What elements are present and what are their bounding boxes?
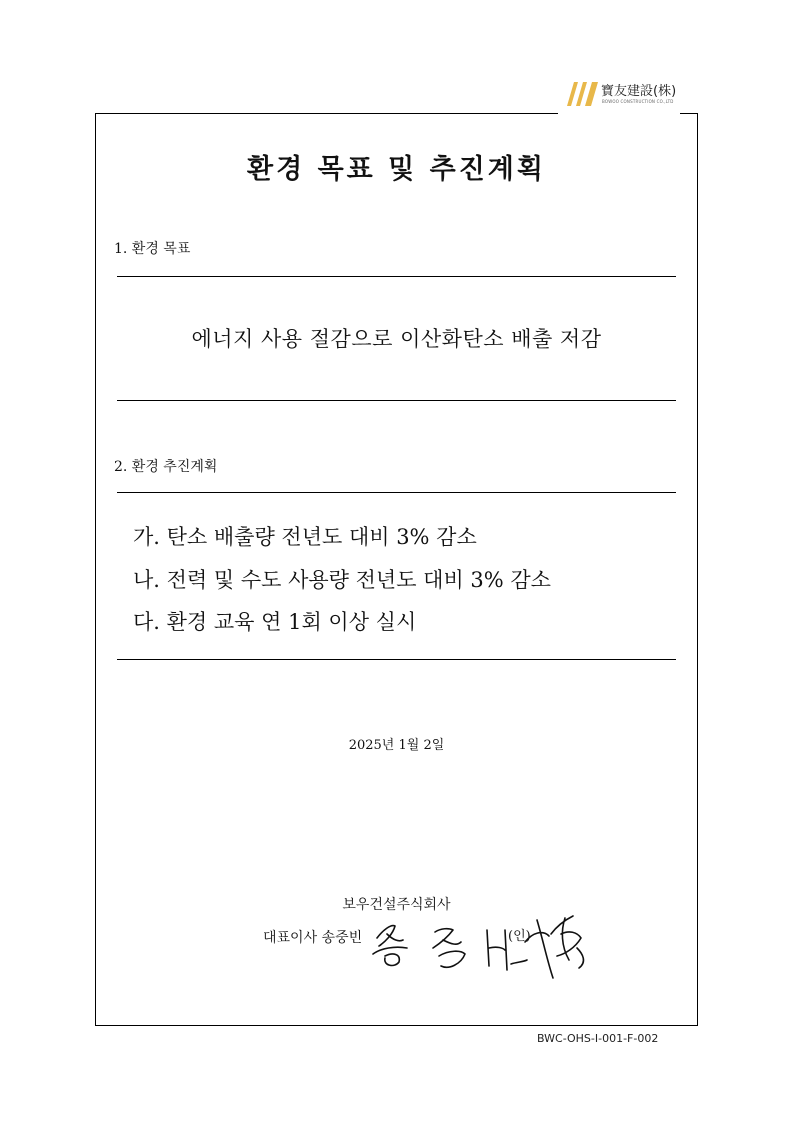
plan-item: 다. 환경 교육 연 1회 이상 실시 [133,610,417,634]
company-logo-name: 寶友建設(株) [601,84,677,99]
signature-icon [365,890,595,990]
section-heading-goal: 1. 환경 목표 [114,241,191,257]
company-name: 보우건설주식회사 [342,897,451,913]
plan-item: 가. 탄소 배출량 전년도 대비 3% 감소 [133,525,477,549]
divider [117,492,676,493]
representative-name: 대표이사 송중빈 [263,930,363,946]
environmental-goal: 에너지 사용 절감으로 이산화탄소 배출 저감 [191,327,602,351]
divider [117,276,676,277]
document-title: 환경 목표 및 추진계획 [247,154,546,185]
seal-mark: (인) [508,929,531,944]
section-heading-plan: 2. 환경 추진계획 [114,459,218,475]
document-number: BWC-OHS-I-001-F-002 [537,1032,659,1045]
document-date: 2025년 1월 2일 [348,738,445,753]
company-logo-tagline: BOWOO CONSTRUCTION CO.,LTD [602,99,674,104]
company-logo [565,80,695,110]
divider [117,659,676,660]
frame-gap [558,110,680,116]
logo-stripes-icon [565,80,599,106]
plan-item: 나. 전력 및 수도 사용량 전년도 대비 3% 감소 [133,568,551,592]
divider [117,400,676,401]
